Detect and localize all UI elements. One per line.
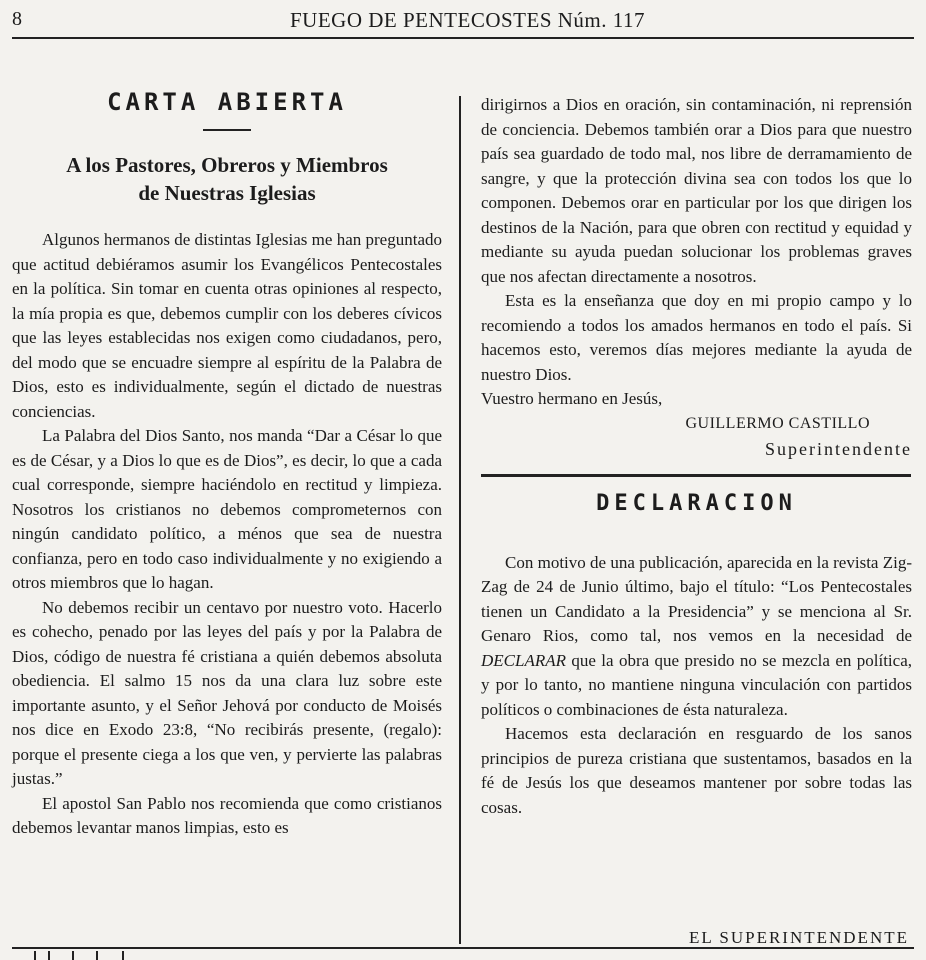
footer-ornament [34, 951, 134, 960]
footer-tick [122, 951, 124, 960]
page-header [12, 6, 914, 36]
declaration-body [481, 551, 912, 821]
footer-rule [12, 947, 914, 949]
header-rule [12, 37, 914, 39]
letter-paragraph: Algunos hermanos de distintas Iglesias me han preguntado que actitud debiéramos asumir los Evangélicos Pentecostales en la política. Sin tomar en cuenta otras opiniones al respecto, la mía propia es que, debemos cumplir con los deberes cívicos que las leyes establecidas nos exigen como ciudadanos, pero, del modo que se encuadre siempre al espíritu de la Palabra de Dios, esto es individualmente, según el dictado de nuestras conciencias. [12, 230, 442, 421]
letter-headline: CARTA ABIERTA [107, 88, 347, 116]
footer-tick [34, 951, 36, 960]
letter-continuation-paragraph: Esta es la enseñanza que doy en mi propio campo y lo recomiendo a todos los amados hermanos en todo el país. Si hacemos esto, veremos días mejores mediante la ayuda de nuestro Dios. [481, 291, 912, 384]
declaration-text: que la obra que presido no se mezcla en política, y por lo tanto, no mantiene ninguna vinculación con partidos políticos o combinaciones de ésta naturaleza. [481, 650, 912, 719]
letter-subheading [12, 151, 442, 207]
right-column [481, 93, 912, 820]
column-divider [459, 96, 461, 944]
letter-closing: Vuestro hermano en Jesús, [481, 389, 663, 408]
declaration-paragraph [481, 551, 912, 723]
running-title: FUEGO DE PENTECOSTES Núm. 117 [290, 8, 645, 32]
section-divider [481, 474, 911, 477]
subheading-line-1: A los Pastores, Obreros y Miembros [66, 153, 388, 177]
letter-column-left [12, 80, 442, 841]
declaration-signoff: EL SUPERINTENDENTE [689, 928, 909, 947]
subheading-line-2: de Nuestras Iglesias [138, 181, 316, 205]
page-number: 8 [12, 8, 22, 30]
declaration-headline: DECLARACION [596, 490, 797, 516]
signature-title: Superintendente [765, 438, 912, 459]
letter-paragraph: No debemos recibir un centavo por nuestro voto. Hacerlo es cohecho, penado por las leyes del país y por la Palabra de Dios, código de nuestra fé cristiana a quién debemos absoluta obediencia. El salmo 15 nos da una clara luz sobre este importante asunto, y el Señor Jehová por conducto de Moisés nos dice en Exodo 23:8, “No recibirás presente, (regalo): porque el presente ciega a los que ven, y pervierte las palabras justas.” [12, 597, 442, 788]
letter-continuation-paragraph: dirigirnos a Dios en oración, sin contaminación, ni reprensión de conciencia. Debemos también orar a Dios para que nuestro país sea guardado de todo mal, nos libre de derramamiento de sangre, y que la protección divina sea con todos los que lo componen. Debemos orar en particular por los que dirigen los destinos de la Nación, para que obren con rectitud y equidad y mediante su ayuda puedan solucionar los problemas graves que nos afectan directamente a nosotros. [481, 95, 912, 286]
signature-name: GUILLERMO CASTILLO [685, 414, 870, 432]
footer-tick [72, 951, 74, 960]
declaration-paragraph: Hacemos esta declaración en resguardo de los sanos principios de pureza cristiana que sustentamos, basados en la fé de Jesús los que deseamos mantener por sobre todas las cosas. [481, 724, 912, 817]
declaration-text: Con motivo de una publicación, aparecida en la revista Zig-Zag de 24 de Junio último, bajo el título: “Los Pentecostales tienen un Candidato a la Presidencia” y se menciona al Sr. Genaro Rios, como tal, nos vemos en la necesidad de [481, 552, 912, 645]
letter-paragraph: El apostol San Pablo nos recomienda que como cristianos debemos levantar manos limpias, esto es [12, 793, 442, 837]
letter-paragraph: La Palabra del Dios Santo, nos manda “Dar a César lo que es de César, y a Dios lo que es de Dios”, es decir, lo que a cada cual corresponde, siempre haciéndolo en rectitud y limpieza. Nosotros los cristianos no debemos comprometernos con ningún candidato político, a ménos que sea de nuestra confianza, pero en todo caso individualmente y no exigiendo a otros miembros que lo hagan. [12, 426, 442, 592]
footer-tick [48, 951, 50, 960]
footer-tick [96, 951, 98, 960]
declaration-emphasis: DECLARAR [481, 650, 566, 670]
headline-rule [203, 129, 251, 131]
